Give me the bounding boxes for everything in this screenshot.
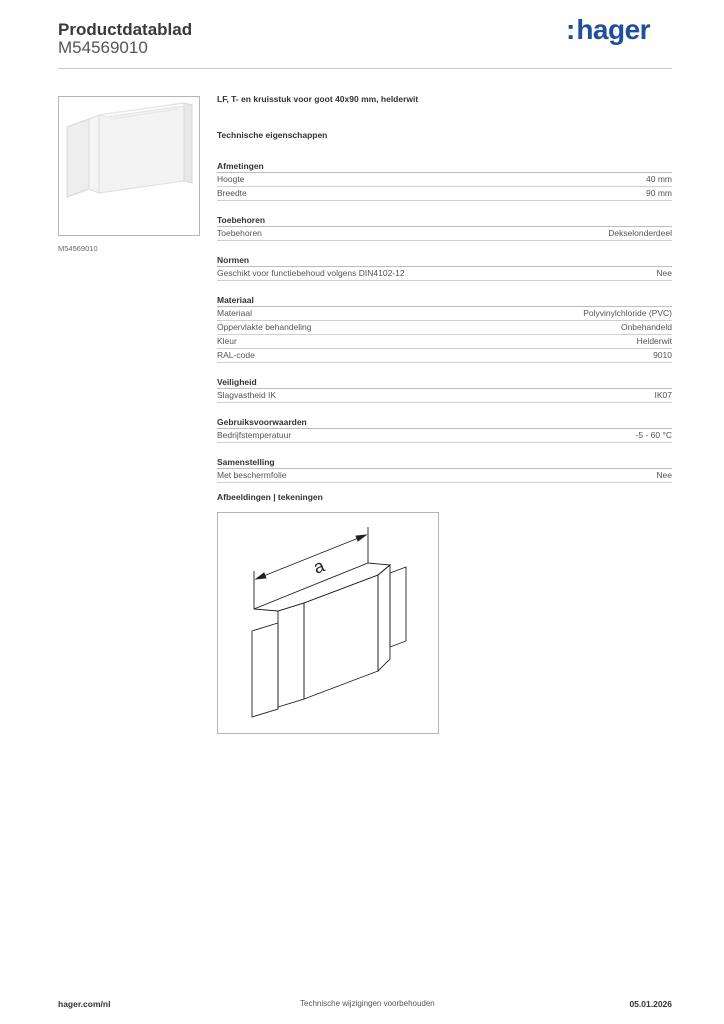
section-materiaal [217, 292, 672, 363]
spec-value: -5 - 60 °C [635, 430, 672, 440]
spec-label: Materiaal [217, 308, 252, 318]
spec-value: IK07 [654, 390, 672, 400]
spec-label: Oppervlakte behandeling [217, 322, 312, 332]
footer-website: hager.com/nl [58, 999, 111, 1009]
photo-caption: M54569010 [58, 244, 98, 253]
technical-drawing-image [218, 513, 438, 733]
spec-value: Polyvinylchloride (PVC) [583, 308, 672, 318]
spec-row [217, 469, 672, 483]
spec-value: 90 mm [646, 188, 672, 198]
logo-text: hager [576, 14, 651, 45]
spec-value: Nee [656, 268, 672, 278]
spec-value: Onbehandeld [620, 322, 672, 332]
spec-label: Geschikt voor functiebehoud volgens DIN4102-12 [217, 268, 405, 278]
spec-label: Toebehoren [217, 228, 262, 238]
logo-colon: : [566, 14, 577, 45]
spec-label: Slagvastheid IK [217, 390, 277, 400]
tech-heading: Technische eigenschappen [217, 130, 328, 140]
images-heading: Afbeeldingen | tekeningen [217, 492, 323, 502]
section-title: Gebruiksvoorwaarden [217, 414, 672, 429]
spec-row [217, 307, 672, 321]
spec-label: Bedrijfstemperatuur [217, 430, 292, 440]
spec-value: Nee [656, 470, 672, 480]
spec-row [217, 173, 672, 187]
spec-value: 40 mm [646, 174, 672, 184]
spec-label: RAL-code [217, 350, 255, 360]
section-afmetingen [217, 158, 672, 201]
spec-label: Breedte [217, 188, 247, 198]
section-veiligheid [217, 374, 672, 403]
spec-row [217, 227, 672, 241]
section-title: Samenstelling [217, 454, 672, 469]
spec-row [217, 335, 672, 349]
spec-row [217, 187, 672, 201]
hager-logo [566, 14, 650, 46]
section-title: Materiaal [217, 292, 672, 307]
footer-disclaimer: Technische wijzigingen voorbehouden [300, 999, 435, 1008]
spec-value: Dekselonderdeel [608, 228, 672, 238]
spec-label: Met beschermfolie [217, 470, 287, 480]
section-toebehoren [217, 212, 672, 241]
page-title: Productdatablad [58, 20, 193, 39]
spec-value: 9010 [653, 350, 672, 360]
spec-panel [217, 94, 672, 483]
section-samenstelling [217, 454, 672, 483]
spec-row [217, 429, 672, 443]
spec-row [217, 349, 672, 363]
technical-drawing [217, 512, 439, 734]
product-photo [58, 96, 200, 236]
section-title: Afmetingen [217, 158, 672, 173]
section-gebruiksvoorwaarden [217, 414, 672, 443]
product-description: LF, T- en kruisstuk voor goot 40x90 mm, helderwit [217, 94, 419, 104]
section-title: Normen [217, 252, 672, 267]
dimension-label: a [310, 555, 328, 578]
spec-row [217, 321, 672, 335]
article-number: M54569010 [58, 38, 148, 57]
footer-date: 05.01.2026 [629, 999, 672, 1009]
spec-label: Hoogte [217, 174, 245, 184]
spec-row [217, 389, 672, 403]
section-normen [217, 252, 672, 281]
spec-label: Kleur [217, 336, 237, 346]
product-photo-image [59, 97, 199, 235]
spec-value: Helderwit [636, 336, 672, 346]
header-divider [58, 68, 672, 69]
section-title: Veiligheid [217, 374, 672, 389]
spec-row [217, 267, 672, 281]
section-title: Toebehoren [217, 212, 672, 227]
